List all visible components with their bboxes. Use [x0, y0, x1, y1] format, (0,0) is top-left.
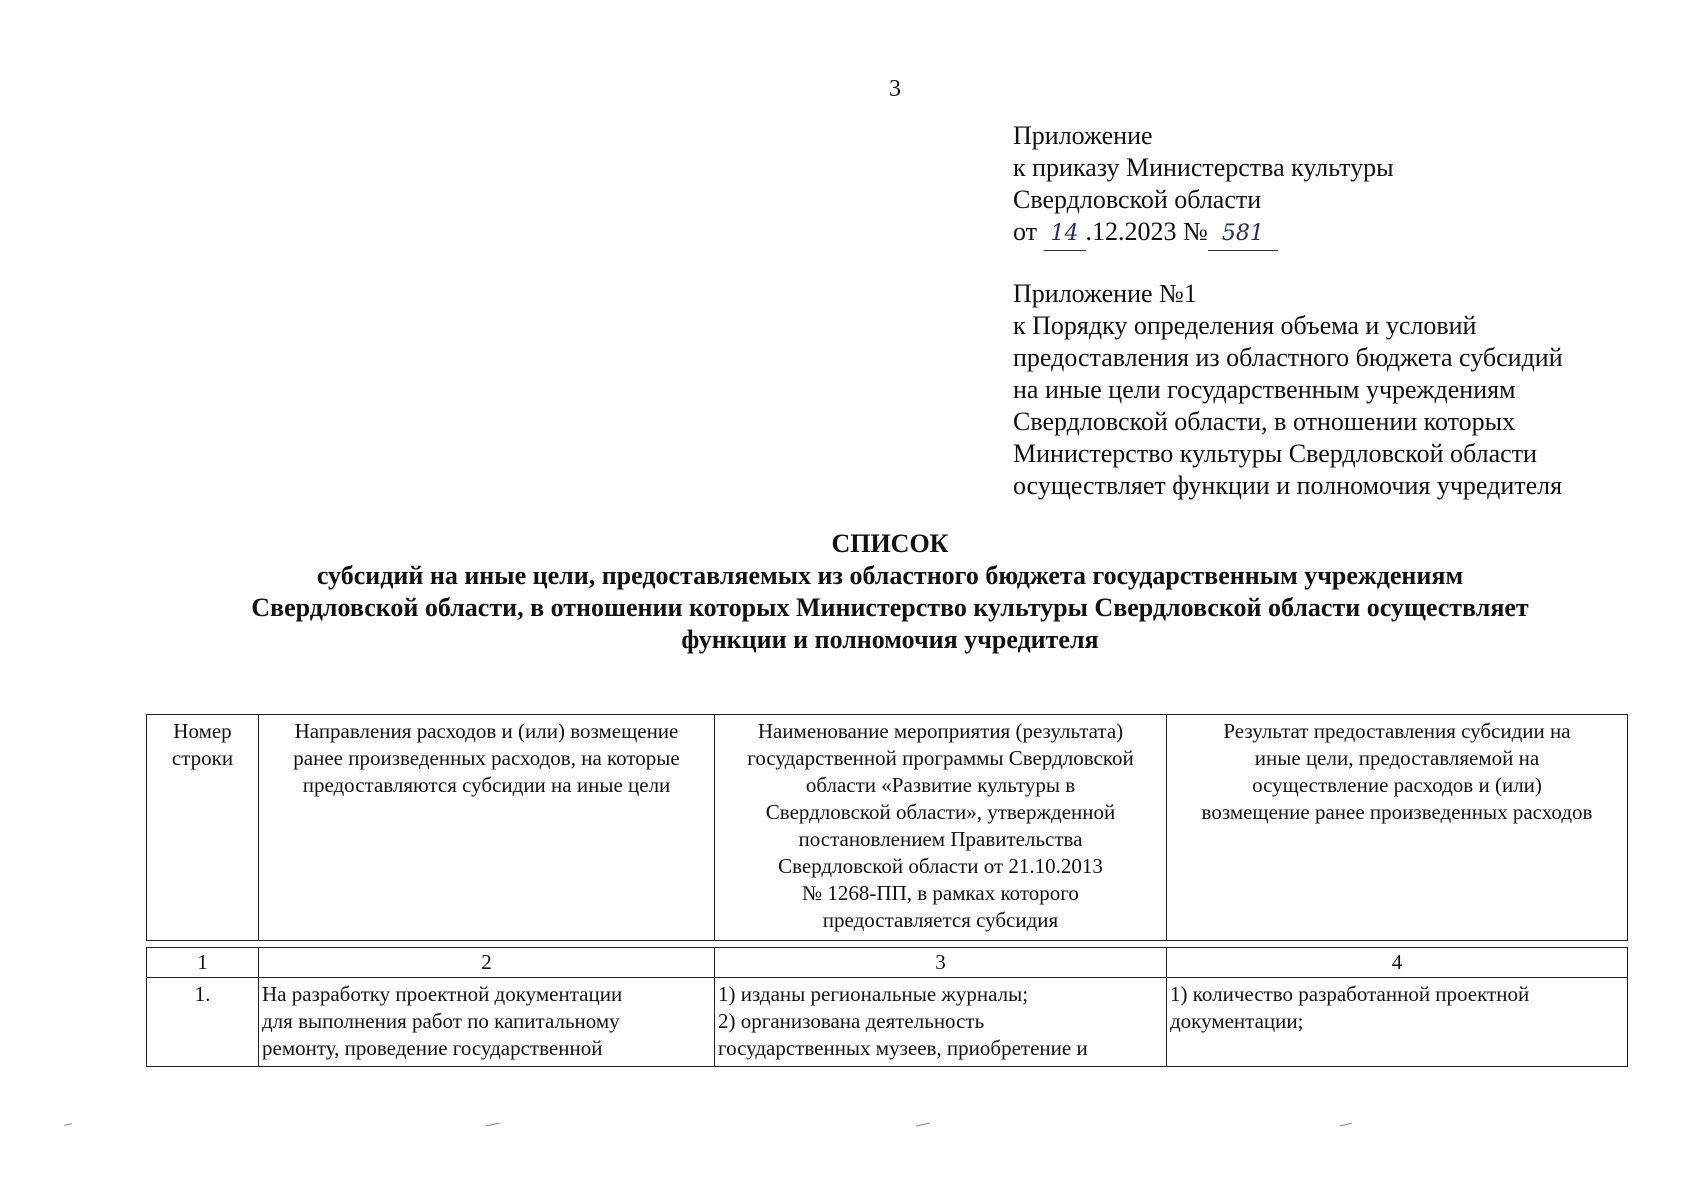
handwritten-order-number: 581 [1208, 218, 1278, 251]
title-line: Свердловской области, в отношении которых Министерство культуры Свердловской области осуществляет [251, 593, 1529, 622]
row-result: 1) количество разработанной проектной документации; [1167, 978, 1628, 1067]
column-number: 3 [715, 948, 1167, 978]
row-direction: На разработку проектной документации для выполнения работ по капитальному ремонту, проведение государственной [259, 978, 715, 1067]
header-cell-event: Наименование мероприятия (результата) государственной программы Свердловской области «Развитие культуры в Свердловской области», утвержденной постановлением Правительства Свердловской области от 21.10.2013 № 1268-ПП, в рамках которого предоставляется субсидия [715, 715, 1167, 941]
handwritten-day: 14 [1044, 218, 1086, 251]
appendix-line: на иные цели государственным учреждениям [1013, 375, 1516, 404]
appendix-line: Приложение [1013, 121, 1153, 150]
column-number: 2 [259, 948, 715, 978]
page-number: 3 [889, 76, 901, 102]
row-event: 1) изданы региональные журналы; 2) организована деятельность государственных музеев, приобретение и [715, 978, 1167, 1067]
appendix-line: к Порядку определения объема и условий [1013, 311, 1477, 340]
appendix-order-block [1013, 120, 1394, 251]
appendix-line: Приложение №1 [1013, 279, 1197, 308]
column-number-row [147, 948, 1628, 978]
row-number: 1. [147, 978, 259, 1067]
appendix-line: Министерство культуры Свердловской области [1013, 439, 1537, 468]
title-line: функции и полномочия учредителя [681, 625, 1099, 654]
header-cell-result: Результат предоставления субсидии на иные цели, предоставляемой на осуществление расходов и (или) возмещение ранее произведенных расходов [1167, 715, 1628, 941]
scan-mark [64, 1123, 72, 1126]
appendix-line: к приказу Министерства культуры [1013, 153, 1394, 182]
scan-mark [486, 1123, 500, 1127]
appendix-line: Свердловской области, в отношении которых [1013, 407, 1516, 436]
appendix-line: Свердловской области [1013, 185, 1262, 214]
scan-mark [1340, 1123, 1352, 1126]
title-line: субсидий на иные цели, предоставляемых из областного бюджета государственным учреждениям [316, 561, 1464, 590]
column-number: 4 [1167, 948, 1628, 978]
header-cell-direction: Направления расходов и (или) возмещение ранее произведенных расходов, на которые предоставляются субсидии на иные цели [259, 715, 715, 941]
column-number: 1 [147, 948, 259, 978]
date-rest: .12.2023 № [1085, 217, 1208, 246]
appendix-line: осуществляет функции и полномочия учредителя [1013, 471, 1563, 500]
table-body [146, 947, 1628, 1067]
appendix-line: предоставления из областного бюджета субсидий [1013, 343, 1563, 372]
document-title [150, 528, 1630, 656]
title-heading: СПИСОК [831, 529, 949, 558]
table-row [147, 978, 1628, 1067]
date-prefix: от [1013, 217, 1038, 246]
header-cell-row-number: Номер строки [147, 715, 259, 941]
order-date-line [1013, 216, 1394, 251]
table-header [146, 714, 1628, 941]
appendix-procedure-block [1013, 278, 1563, 502]
scan-mark [916, 1123, 930, 1127]
